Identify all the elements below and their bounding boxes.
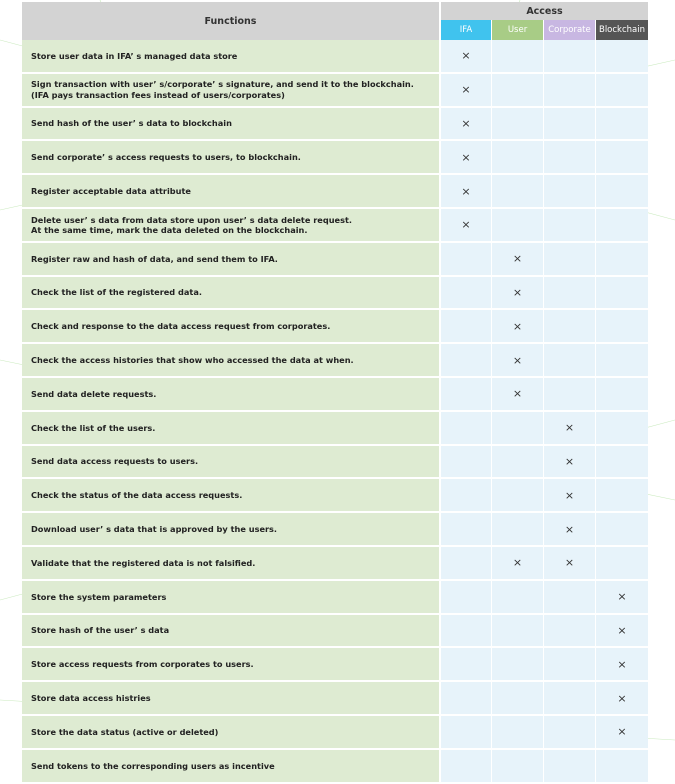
- access-cell-blockchain: [596, 750, 648, 784]
- access-cell-corporate: [544, 175, 596, 209]
- access-cell-user: [492, 175, 544, 209]
- table-row: [22, 40, 648, 74]
- column-header-blockchain: Blockchain: [596, 20, 648, 40]
- table-row: [22, 547, 648, 581]
- column-header-user: User: [492, 20, 544, 40]
- access-cell-corporate: [544, 310, 596, 344]
- access-cell-user: [492, 682, 544, 716]
- function-cell: Send hash of the user’ s data to blockchain: [22, 108, 441, 142]
- access-cell-user: [492, 615, 544, 649]
- access-cell-user: [492, 40, 544, 74]
- function-cell: Check the list of the users.: [22, 412, 441, 446]
- access-cell-blockchain: [596, 344, 648, 378]
- access-mark-icon: ×: [512, 556, 523, 570]
- table-row: [22, 446, 648, 480]
- access-cell-ifa: [441, 446, 492, 480]
- function-cell: Register raw and hash of data, and send them to IFA.: [22, 243, 441, 277]
- table-row: [22, 209, 648, 243]
- access-cell-blockchain: [596, 310, 648, 344]
- access-cell-user: [492, 648, 544, 682]
- access-cell-blockchain: [596, 209, 648, 243]
- access-cell-ifa: [441, 547, 492, 581]
- function-cell: Send tokens to the corresponding users as incentive: [22, 750, 441, 784]
- access-cell-corporate: [544, 243, 596, 277]
- access-cell-user: [492, 209, 544, 243]
- access-cell-blockchain: [596, 412, 648, 446]
- function-cell: Store the data status (active or deleted): [22, 716, 441, 750]
- access-mark-icon: ×: [564, 522, 575, 536]
- access-cell-blockchain: [596, 682, 648, 716]
- access-cell-ifa: [441, 108, 492, 142]
- function-cell: Send corporate’ s access requests to users, to blockchain.: [22, 141, 441, 175]
- access-cell-corporate: [544, 209, 596, 243]
- access-cell-user: [492, 378, 544, 412]
- access-cell-user: [492, 108, 544, 142]
- access-cell-ifa: [441, 243, 492, 277]
- access-cell-user: [492, 310, 544, 344]
- table-row: [22, 74, 648, 108]
- table-row: [22, 479, 648, 513]
- access-cell-user: [492, 479, 544, 513]
- function-cell: Check the access histories that show who accessed the data at when.: [22, 344, 441, 378]
- access-mark-icon: ×: [461, 49, 471, 63]
- access-mark-icon: ×: [461, 184, 471, 198]
- access-cell-blockchain: [596, 716, 648, 750]
- table-row: [22, 243, 648, 277]
- function-cell: Validate that the registered data is not falsified.: [22, 547, 441, 581]
- access-cell-ifa: [441, 513, 492, 547]
- access-cell-blockchain: [596, 40, 648, 74]
- access-cell-ifa: [441, 141, 492, 175]
- access-mark-icon: ×: [617, 590, 627, 604]
- function-cell: Store the system parameters: [22, 581, 441, 615]
- table-row: [22, 141, 648, 175]
- access-cell-corporate: [544, 74, 596, 108]
- table-row: [22, 513, 648, 547]
- access-mark-icon: ×: [617, 623, 627, 637]
- access-cell-ifa: [441, 682, 492, 716]
- access-mark-icon: ×: [512, 387, 523, 401]
- access-mark-icon: ×: [617, 657, 627, 671]
- access-mark-icon: ×: [512, 252, 523, 266]
- access-cell-corporate: [544, 141, 596, 175]
- access-cell-user: [492, 277, 544, 311]
- table-row: [22, 648, 648, 682]
- access-cell-corporate: [544, 615, 596, 649]
- access-cell-blockchain: [596, 141, 648, 175]
- access-mark-icon: ×: [617, 691, 627, 705]
- access-mark-icon: ×: [461, 218, 471, 232]
- function-cell: Store user data in IFA’ s managed data store: [22, 40, 441, 74]
- access-mark-icon: ×: [461, 116, 471, 130]
- access-cell-blockchain: [596, 243, 648, 277]
- access-mark-icon: ×: [564, 488, 575, 502]
- table-row: [22, 175, 648, 209]
- table-row: [22, 277, 648, 311]
- function-cell: Check the status of the data access requests.: [22, 479, 441, 513]
- access-cell-user: [492, 547, 544, 581]
- access-mark-icon: ×: [512, 285, 523, 299]
- functions-header: Functions: [22, 2, 441, 40]
- function-cell: Check the list of the registered data.: [22, 277, 441, 311]
- access-cell-corporate: [544, 648, 596, 682]
- access-cell-blockchain: [596, 277, 648, 311]
- access-cell-corporate: [544, 547, 596, 581]
- access-cell-user: [492, 581, 544, 615]
- access-mark-icon: ×: [564, 454, 575, 468]
- function-cell: Download user’ s data that is approved by the users.: [22, 513, 441, 547]
- table-row: [22, 750, 648, 784]
- function-cell: Sign transaction with user’ s/corporate’ s signature, and send it to the blockchain. (IFA pays transaction fees instead of users/corporates): [22, 74, 441, 108]
- access-mark-icon: ×: [512, 353, 523, 367]
- table-row: [22, 310, 648, 344]
- access-cell-blockchain: [596, 108, 648, 142]
- access-cell-corporate: [544, 40, 596, 74]
- table-row: [22, 378, 648, 412]
- access-cell-ifa: [441, 277, 492, 311]
- access-cell-corporate: [544, 581, 596, 615]
- function-cell: Send data delete requests.: [22, 378, 441, 412]
- access-cell-corporate: [544, 378, 596, 412]
- table-row: [22, 108, 648, 142]
- table-row: [22, 615, 648, 649]
- table-row: [22, 412, 648, 446]
- access-cell-blockchain: [596, 175, 648, 209]
- function-cell: Send data access requests to users.: [22, 446, 441, 480]
- access-mark-icon: ×: [461, 150, 471, 164]
- access-cell-corporate: [544, 412, 596, 446]
- access-cell-blockchain: [596, 547, 648, 581]
- access-cell-user: [492, 141, 544, 175]
- table-row: [22, 682, 648, 716]
- access-cell-blockchain: [596, 648, 648, 682]
- access-cell-blockchain: [596, 581, 648, 615]
- access-cell-ifa: [441, 175, 492, 209]
- access-mark-icon: ×: [617, 725, 627, 739]
- access-cell-blockchain: [596, 446, 648, 480]
- access-cell-ifa: [441, 40, 492, 74]
- table-row: [22, 581, 648, 615]
- access-cell-ifa: [441, 648, 492, 682]
- access-cell-user: [492, 74, 544, 108]
- function-cell: Delete user’ s data from data store upon user’ s data delete request. At the same time, mark the data deleted on the blockchain.: [22, 209, 441, 243]
- function-cell: Store hash of the user’ s data: [22, 615, 441, 649]
- table-row: [22, 344, 648, 378]
- column-header-corporate: Corporate: [544, 20, 596, 40]
- access-mark-icon: ×: [461, 83, 471, 97]
- access-cell-user: [492, 344, 544, 378]
- matrix-body: [22, 40, 648, 784]
- access-cell-ifa: [441, 344, 492, 378]
- access-mark-icon: ×: [564, 556, 575, 570]
- access-cell-ifa: [441, 378, 492, 412]
- access-cell-ifa: [441, 209, 492, 243]
- access-cell-corporate: [544, 277, 596, 311]
- access-header: Access: [441, 2, 648, 20]
- function-cell: Store data access histries: [22, 682, 441, 716]
- access-cell-corporate: [544, 446, 596, 480]
- access-cell-corporate: [544, 479, 596, 513]
- access-cell-user: [492, 412, 544, 446]
- access-cell-blockchain: [596, 378, 648, 412]
- access-cell-ifa: [441, 479, 492, 513]
- access-cell-blockchain: [596, 74, 648, 108]
- function-cell: Register acceptable data attribute: [22, 175, 441, 209]
- table-row: [22, 716, 648, 750]
- access-matrix-table: [22, 2, 648, 784]
- function-cell: Check and response to the data access request from corporates.: [22, 310, 441, 344]
- access-cell-corporate: [544, 344, 596, 378]
- access-cell-user: [492, 243, 544, 277]
- access-cell-ifa: [441, 615, 492, 649]
- access-cell-blockchain: [596, 513, 648, 547]
- access-cell-user: [492, 750, 544, 784]
- function-cell: Store access requests from corporates to users.: [22, 648, 441, 682]
- access-cell-corporate: [544, 108, 596, 142]
- access-cell-ifa: [441, 310, 492, 344]
- access-cell-corporate: [544, 716, 596, 750]
- access-cell-blockchain: [596, 479, 648, 513]
- access-cell-ifa: [441, 74, 492, 108]
- access-cell-corporate: [544, 750, 596, 784]
- access-cell-blockchain: [596, 615, 648, 649]
- column-header-ifa: IFA: [441, 20, 492, 40]
- access-cell-ifa: [441, 412, 492, 446]
- access-cell-user: [492, 513, 544, 547]
- access-cell-corporate: [544, 682, 596, 716]
- access-cell-ifa: [441, 581, 492, 615]
- access-cell-ifa: [441, 750, 492, 784]
- access-cell-user: [492, 446, 544, 480]
- access-cell-corporate: [544, 513, 596, 547]
- access-cell-user: [492, 716, 544, 750]
- access-mark-icon: ×: [564, 421, 575, 435]
- access-cell-ifa: [441, 716, 492, 750]
- access-mark-icon: ×: [512, 319, 523, 333]
